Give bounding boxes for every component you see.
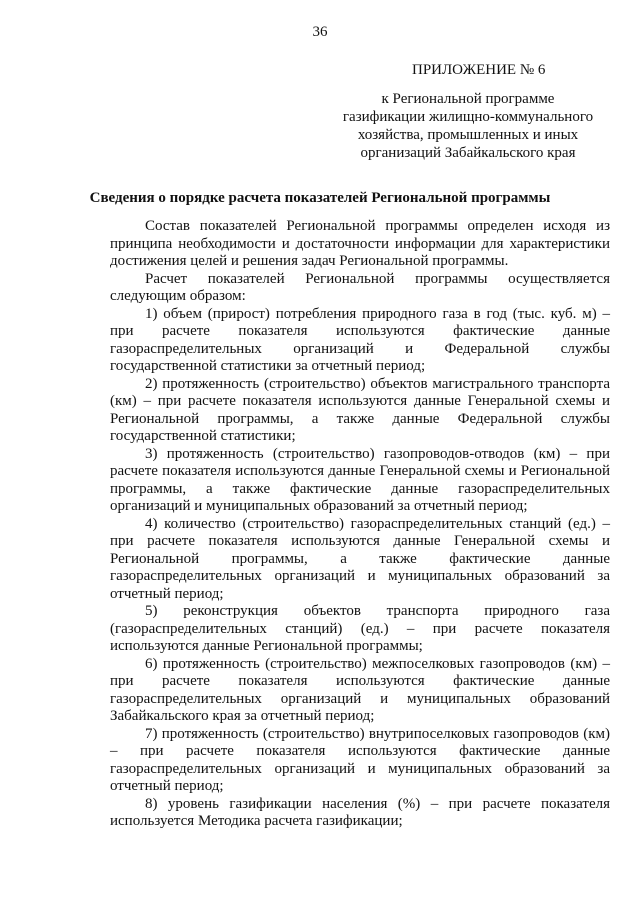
paragraph-item-8: 8) уровень газификации населения (%) – при расчете показателя используется Методика расчета газификации;: [110, 795, 610, 829]
paragraph-item-6: 6) протяженность (строительство) межпоселковых газопроводов (км) – при расчете показателя используются фактические данные газораспределительных организаций и муниципальных образований Забайкальского края за отчетный период;: [110, 655, 610, 724]
section-heading: Сведения о порядке расчета показателей Региональной программы: [89, 190, 551, 206]
paragraph-item-2: 2) протяженность (строительство) объектов магистрального транспорта (км) – при расчете показателя используются данные Генеральной схемы и Региональной программы, а также данные Федеральной службы государственной статистики;: [110, 375, 610, 444]
appendix-title: ПРИЛОЖЕНИЕ № 6: [412, 62, 546, 78]
appendix-subtitle-line: хозяйства, промышленных и иных: [357, 127, 579, 143]
appendix-subtitle-line: газификации жилищно-коммунального: [342, 109, 594, 125]
paragraph-method: Расчет показателей Региональной программы осуществляется следующим образом:: [110, 270, 610, 304]
paragraph-item-7: 7) протяженность (строительство) внутрипоселковых газопроводов (км) – при расчете показателя используются фактические данные газораспределительных организаций и муниципальных образований за отчетный период;: [110, 725, 610, 794]
paragraph-item-1: 1) объем (прирост) потребления природного газа в год (тыс. куб. м) – при расчете показателя используются фактические данные газораспределительных организаций и Федеральной службы государственной статистики за отчетный период;: [110, 305, 610, 374]
page-number: 36: [312, 24, 328, 40]
paragraph-intro: Состав показателей Региональной программы определен исходя из принципа необходимости и достаточности информации для характеристики достижения целей и решения задач Региональной программы.: [110, 218, 610, 269]
paragraph-item-4: 4) количество (строительство) газораспределительных станций (ед.) – при расчете показателя используются данные Генеральной схемы и Региональной программы, а также фактические данные газораспределительных организаций и муниципальных образований за отчетный период;: [110, 515, 610, 602]
paragraph-item-5: 5) реконструкция объектов транспорта природного газа (газораспределительных станций) (ед.) – при расчете показателя используются данные Региональной программы;: [110, 603, 610, 654]
appendix-subtitle-line: организаций Забайкальского края: [360, 145, 576, 161]
document-body: [110, 218, 610, 831]
paragraph-item-3: 3) протяженность (строительство) газопроводов-отводов (км) – при расчете показателя используются данные Генеральной схемы и Региональной программы, а также фактические данные газораспределительных организаций и муниципальных образований за отчетный период;: [110, 445, 610, 514]
appendix-subtitle: [340, 90, 596, 162]
appendix-subtitle-line: к Региональной программе: [381, 91, 555, 107]
